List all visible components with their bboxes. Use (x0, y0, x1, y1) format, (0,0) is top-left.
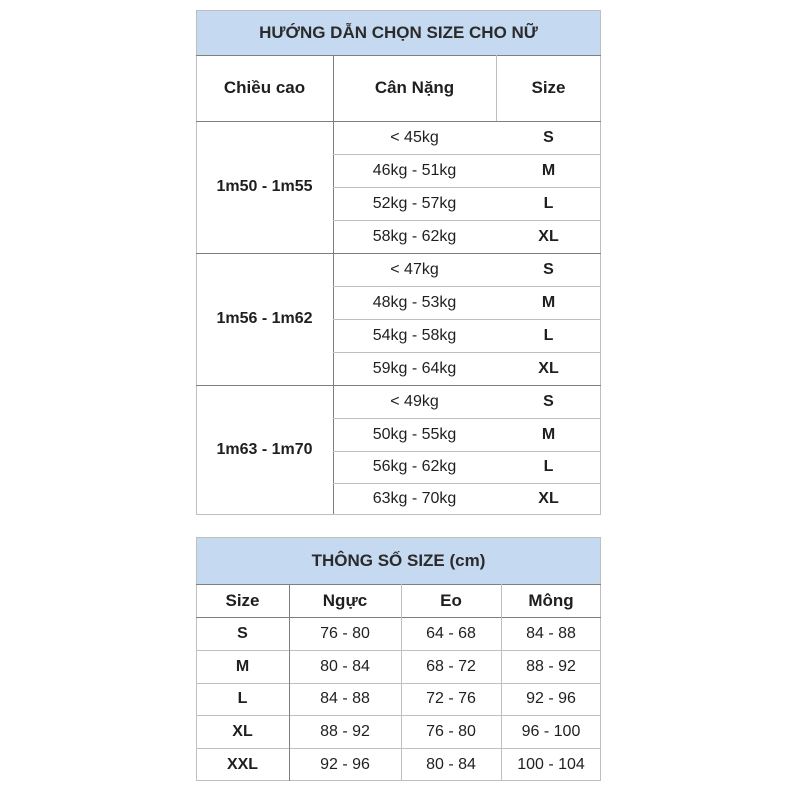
waist-cell: 64 - 68 (426, 624, 476, 642)
grid-line (196, 683, 601, 684)
grid-line (196, 385, 601, 386)
grid-line (196, 584, 601, 585)
grid-line (333, 418, 601, 419)
waist-cell: 76 - 80 (426, 722, 476, 740)
waist-cell: 68 - 72 (426, 657, 476, 675)
weight-cell: 52kg - 57kg (372, 194, 457, 212)
weight-cell: 63kg - 70kg (372, 490, 457, 507)
grid-line (333, 154, 601, 155)
size-cell: S (543, 260, 554, 278)
column-header-size: Size (531, 78, 566, 97)
height-range-cell: 1m63 - 1m70 (216, 441, 313, 458)
height-range-cell: 1m56 - 1m62 (216, 310, 313, 327)
grid-line (333, 55, 334, 515)
grid-line (196, 514, 601, 515)
grid-line (196, 10, 601, 11)
grid-line (333, 220, 601, 221)
weight-cell: < 49kg (390, 392, 439, 410)
size-cell: XL (538, 490, 559, 507)
grid-line (333, 352, 601, 353)
weight-cell: 50kg - 55kg (372, 425, 457, 443)
weight-cell: 59kg - 64kg (372, 359, 457, 377)
chest-cell: 88 - 92 (320, 722, 370, 740)
weight-cell: 58kg - 62kg (372, 227, 457, 245)
size-cell: S (237, 624, 248, 642)
grid-line (333, 319, 601, 320)
size-cell: L (543, 458, 554, 475)
weight-cell: 54kg - 58kg (372, 326, 457, 344)
weight-cell: 48kg - 53kg (372, 293, 457, 311)
grid-line (196, 10, 197, 515)
grid-line (196, 537, 601, 538)
grid-line (196, 55, 601, 56)
column-header-waist: Eo (440, 590, 462, 610)
height-range-cell: 1m50 - 1m55 (216, 178, 313, 195)
weight-cell: 56kg - 62kg (372, 458, 457, 475)
size-specs-title: THÔNG SỐ SIZE (cm) (196, 537, 601, 584)
weight-cell: 46kg - 51kg (372, 161, 457, 179)
hip-cell: 88 - 92 (526, 657, 576, 675)
grid-line (501, 584, 502, 781)
hip-cell: 96 - 100 (521, 722, 581, 740)
column-header-hip: Mông (528, 590, 574, 610)
hip-cell: 100 - 104 (517, 755, 585, 773)
waist-cell: 72 - 76 (426, 690, 476, 707)
grid-line (196, 253, 601, 254)
chest-cell: 92 - 96 (320, 755, 370, 773)
weight-cell: < 45kg (390, 128, 439, 146)
grid-line (196, 537, 197, 781)
hip-cell: 84 - 88 (526, 624, 576, 642)
size-cell: M (541, 293, 556, 311)
grid-line (600, 10, 601, 515)
chest-cell: 84 - 88 (320, 690, 370, 707)
size-cell: L (543, 326, 554, 344)
column-header-chest: Ngực (322, 590, 368, 610)
size-cell: M (235, 657, 250, 675)
chest-cell: 80 - 84 (320, 657, 370, 675)
size-cell: S (543, 392, 554, 410)
size-cell: S (543, 128, 554, 146)
grid-line (196, 121, 601, 122)
grid-line (196, 650, 601, 651)
size-cell: L (237, 690, 248, 707)
grid-line (196, 617, 601, 618)
size-cell: L (543, 194, 554, 212)
women-size-guide-title: HƯỚNG DẪN CHỌN SIZE CHO NỮ (196, 10, 601, 55)
grid-line (196, 748, 601, 749)
weight-cell: < 47kg (390, 260, 439, 278)
grid-line (333, 286, 601, 287)
size-cell: XXL (226, 755, 259, 773)
column-header-size: Size (225, 590, 260, 610)
column-header-height: Chiều cao (223, 78, 306, 97)
chest-cell: 76 - 80 (320, 624, 370, 642)
size-cell: M (541, 425, 556, 443)
hip-cell: 92 - 96 (526, 690, 576, 707)
grid-line (289, 584, 290, 781)
grid-line (196, 715, 601, 716)
size-cell: XL (538, 227, 559, 245)
grid-line (600, 537, 601, 781)
size-cell: XL (232, 722, 253, 740)
grid-line (401, 584, 402, 781)
grid-line (196, 780, 601, 781)
grid-line (333, 483, 601, 484)
grid-line (496, 55, 497, 121)
column-header-weight: Cân Nặng (374, 78, 455, 97)
grid-line (333, 187, 601, 188)
size-cell: M (541, 161, 556, 179)
waist-cell: 80 - 84 (426, 755, 476, 773)
grid-line (333, 451, 601, 452)
size-cell: XL (538, 359, 559, 377)
